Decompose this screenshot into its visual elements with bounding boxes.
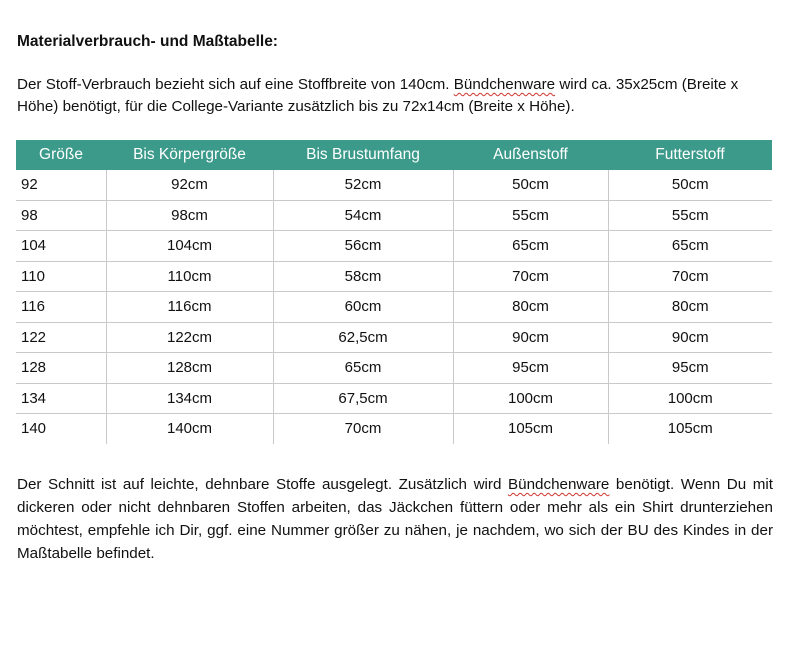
cell-chest: 70cm (273, 414, 453, 444)
cell-body-height: 92cm (106, 170, 273, 200)
cell-outer-fabric: 105cm (453, 414, 608, 444)
spellcheck-word-buendchenware[interactable]: Bündchenware (453, 76, 556, 93)
cell-size: 92 (16, 170, 106, 200)
cell-chest: 56cm (273, 231, 453, 262)
outro-text-start: Der Schnitt ist auf leichte, dehnbare Stoffe ausgelegt. Zusätzlich wird (17, 476, 509, 493)
cell-lining-fabric: 100cm (608, 383, 772, 414)
cell-outer-fabric: 80cm (453, 292, 608, 323)
cell-body-height: 122cm (106, 322, 273, 353)
header-koerpergroesse: Bis Körpergröße (106, 140, 273, 170)
cell-lining-fabric: 50cm (608, 170, 772, 200)
cell-chest: 65cm (273, 353, 453, 384)
cell-chest: 67,5cm (273, 383, 453, 414)
cell-chest: 58cm (273, 261, 453, 292)
cell-body-height: 134cm (106, 383, 273, 414)
header-groesse: Größe (16, 140, 106, 170)
page-title: Materialverbrauch- und Maßtabelle: (17, 33, 278, 50)
cell-outer-fabric: 90cm (453, 322, 608, 353)
table-row (16, 261, 772, 292)
cell-outer-fabric: 55cm (453, 200, 608, 231)
cell-body-height: 98cm (106, 200, 273, 231)
header-aussenstoff: Außenstoff (453, 140, 608, 170)
intro-text-start: Der Stoff-Verbrauch bezieht sich auf eine Stoffbreite von 140cm. (17, 76, 454, 93)
table-row (16, 292, 772, 323)
cell-size: 128 (16, 353, 106, 384)
intro-text-end: wird ca. 35x25cm (Breite x Höhe) benötigt, für die College-Variante zusätzlich bis zu 72x14cm (Breite x Höhe). (17, 76, 739, 115)
cell-lining-fabric: 55cm (608, 200, 772, 231)
cell-lining-fabric: 95cm (608, 353, 772, 384)
cell-lining-fabric: 90cm (608, 322, 772, 353)
cell-lining-fabric: 70cm (608, 261, 772, 292)
cell-outer-fabric: 70cm (453, 261, 608, 292)
cell-chest: 52cm (273, 170, 453, 200)
cell-size: 104 (16, 231, 106, 262)
table-row (16, 353, 772, 384)
spellcheck-word-buendchenware-2[interactable]: Bündchenware (508, 476, 610, 493)
cell-lining-fabric: 65cm (608, 231, 772, 262)
cell-size: 140 (16, 414, 106, 444)
intro-paragraph (17, 74, 773, 118)
cell-outer-fabric: 65cm (453, 231, 608, 262)
header-row (16, 140, 772, 170)
cell-body-height: 104cm (106, 231, 273, 262)
fabric-note-paragraph (17, 473, 773, 565)
size-table (16, 140, 772, 444)
cell-size: 122 (16, 322, 106, 353)
cell-body-height: 140cm (106, 414, 273, 444)
cell-chest: 62,5cm (273, 322, 453, 353)
cell-size: 116 (16, 292, 106, 323)
header-futterstoff: Futterstoff (608, 140, 772, 170)
cell-chest: 60cm (273, 292, 453, 323)
table-row (16, 414, 772, 444)
size-table-body (16, 170, 772, 444)
outro-text-end: benötigt. Wenn Du mit dickeren oder nicht dehnbaren Stoffen arbeiten, das Jäckchen füttern oder mehr als ein Shirt drunterziehen möchtest, empfehle ich Dir, ggf. eine Nummer größer zu nähen, je nachdem, wo sich der BU des Kindes in der Maßtabelle befindet. (17, 476, 773, 562)
cell-body-height: 110cm (106, 261, 273, 292)
table-row (16, 200, 772, 231)
cell-lining-fabric: 105cm (667, 420, 713, 438)
header-brustumfang: Bis Brustumfang (273, 140, 453, 170)
cell-body-height: 116cm (106, 292, 273, 323)
cell-chest: 54cm (273, 200, 453, 231)
cell-lining-fabric: 80cm (608, 292, 772, 323)
table-row (16, 170, 772, 200)
cell-outer-fabric: 100cm (453, 383, 608, 414)
table-row (16, 383, 772, 414)
cell-size: 134 (16, 383, 106, 414)
cell-size: 110 (16, 261, 106, 292)
size-table-header (16, 140, 772, 170)
cell-size: 98 (16, 200, 106, 231)
table-row (16, 322, 772, 353)
table-row (16, 231, 772, 262)
cell-outer-fabric: 95cm (453, 353, 608, 384)
cell-body-height: 128cm (106, 353, 273, 384)
cell-outer-fabric: 50cm (453, 170, 608, 200)
